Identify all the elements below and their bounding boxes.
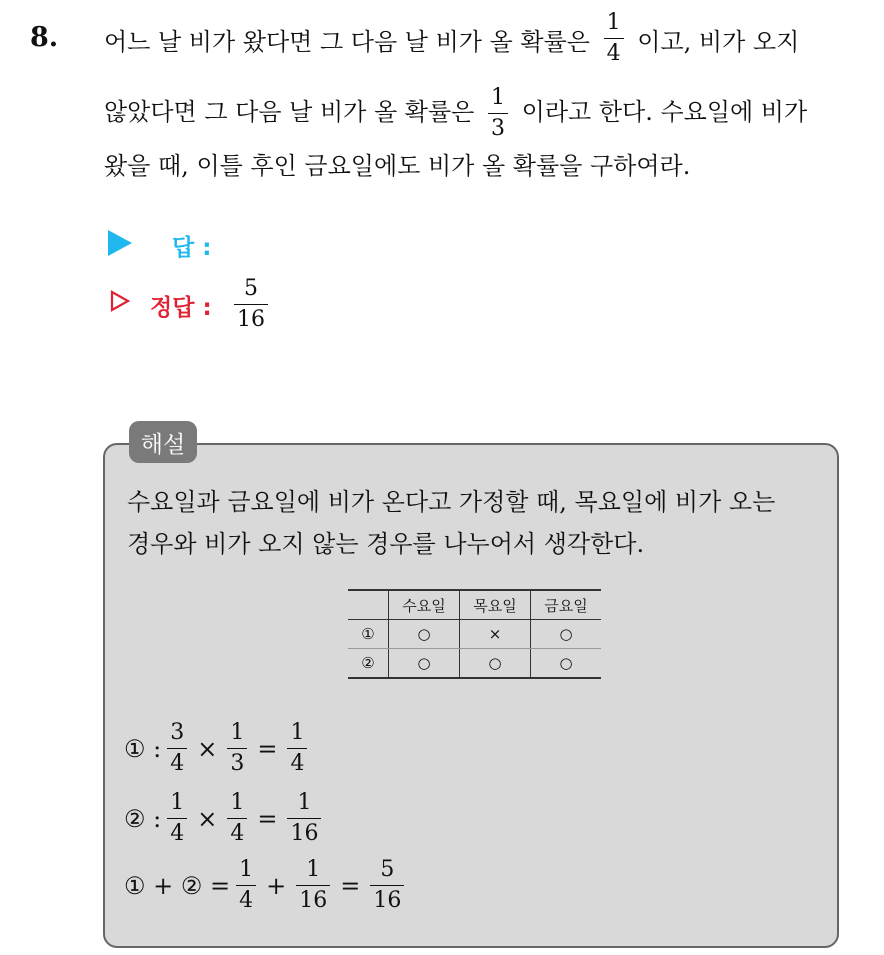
numerator: 1 <box>290 720 305 745</box>
operator: + <box>266 871 287 900</box>
operator: = <box>257 734 278 763</box>
correct-answer-label: 정답 : <box>150 295 212 321</box>
fraction <box>167 722 187 775</box>
fraction <box>604 12 624 65</box>
fraction <box>287 722 307 775</box>
numerator: 1 <box>239 857 254 882</box>
fraction <box>488 87 508 140</box>
numerator: 1 <box>170 790 185 815</box>
question-text: 어느 날 비가 왔다면 그 다음 날 비가 올 확률은 <box>104 28 590 56</box>
numerator: 1 <box>297 790 312 815</box>
table-cell: ○ <box>389 620 460 649</box>
question-line-2 <box>104 87 807 140</box>
equation-2 <box>124 792 327 845</box>
equation-label: ① + ② = <box>124 871 231 900</box>
operator: × <box>197 804 218 833</box>
question-text: 않았다면 그 다음 날 비가 올 확률은 <box>104 98 475 126</box>
table-row <box>348 620 601 649</box>
correct-answer-arrow-icon <box>110 290 130 312</box>
equation-3 <box>124 859 410 912</box>
operator: = <box>257 804 278 833</box>
numerator: 5 <box>380 857 395 882</box>
denominator: 16 <box>234 304 268 331</box>
table-header-cell: 수요일 <box>389 590 460 620</box>
denominator: 3 <box>488 113 508 140</box>
denominator: 3 <box>227 748 247 775</box>
equation-label: ② : <box>124 804 162 833</box>
numerator: 1 <box>306 857 321 882</box>
table-header-row <box>348 590 601 620</box>
table-cell: ○ <box>531 649 602 679</box>
question-number: 8. <box>30 22 59 53</box>
equation-label: ① : <box>124 734 162 763</box>
denominator: 4 <box>227 818 247 845</box>
operator: = <box>340 871 361 900</box>
fraction <box>227 792 247 845</box>
table-row <box>348 649 601 679</box>
fraction <box>287 792 321 845</box>
explanation-line-1: 수요일과 금요일에 비가 온다고 가정할 때, 목요일에 비가 오는 <box>127 488 776 516</box>
weather-table <box>348 589 601 679</box>
table-cell: ○ <box>389 649 460 679</box>
denominator: 4 <box>167 748 187 775</box>
table-cell: ② <box>348 649 389 679</box>
numerator: 3 <box>170 720 185 745</box>
numerator: 1 <box>491 85 505 110</box>
numerator: 1 <box>230 790 245 815</box>
question-line-3: 왔을 때, 이틀 후인 금요일에도 비가 올 확률을 구하여라. <box>104 152 691 180</box>
table-header-cell <box>348 590 389 620</box>
operator: × <box>197 734 218 763</box>
question-text: 이고, 비가 오지 <box>637 28 800 56</box>
fraction <box>236 859 256 912</box>
numerator: 5 <box>244 276 258 301</box>
question-line-1 <box>104 10 800 66</box>
answer-label: 답 : <box>172 235 212 261</box>
equation-1 <box>124 722 313 775</box>
fraction <box>296 859 330 912</box>
table-cell: ① <box>348 620 389 649</box>
question-text: 이라고 한다. 수요일에 비가 <box>521 98 808 126</box>
explanation-tag: 해설 <box>129 421 197 463</box>
table-cell: ○ <box>531 620 602 649</box>
numerator: 1 <box>230 720 245 745</box>
table-header-cell: 금요일 <box>531 590 602 620</box>
denominator: 16 <box>296 885 330 912</box>
fraction <box>227 722 247 775</box>
table-header-cell: 목요일 <box>460 590 531 620</box>
denominator: 4 <box>236 885 256 912</box>
denominator: 4 <box>604 38 624 65</box>
explanation-line-2: 경우와 비가 오지 않는 경우를 나누어서 생각한다. <box>127 530 645 558</box>
fraction <box>167 792 187 845</box>
table-cell: × <box>460 620 531 649</box>
denominator: 16 <box>287 818 321 845</box>
correct-answer-value <box>234 278 268 331</box>
fraction <box>370 859 404 912</box>
denominator: 4 <box>167 818 187 845</box>
numerator: 1 <box>606 10 621 35</box>
table-cell: ○ <box>460 649 531 679</box>
answer-arrow-icon <box>108 230 132 256</box>
denominator: 4 <box>287 748 307 775</box>
fraction <box>234 278 268 331</box>
denominator: 16 <box>370 885 404 912</box>
